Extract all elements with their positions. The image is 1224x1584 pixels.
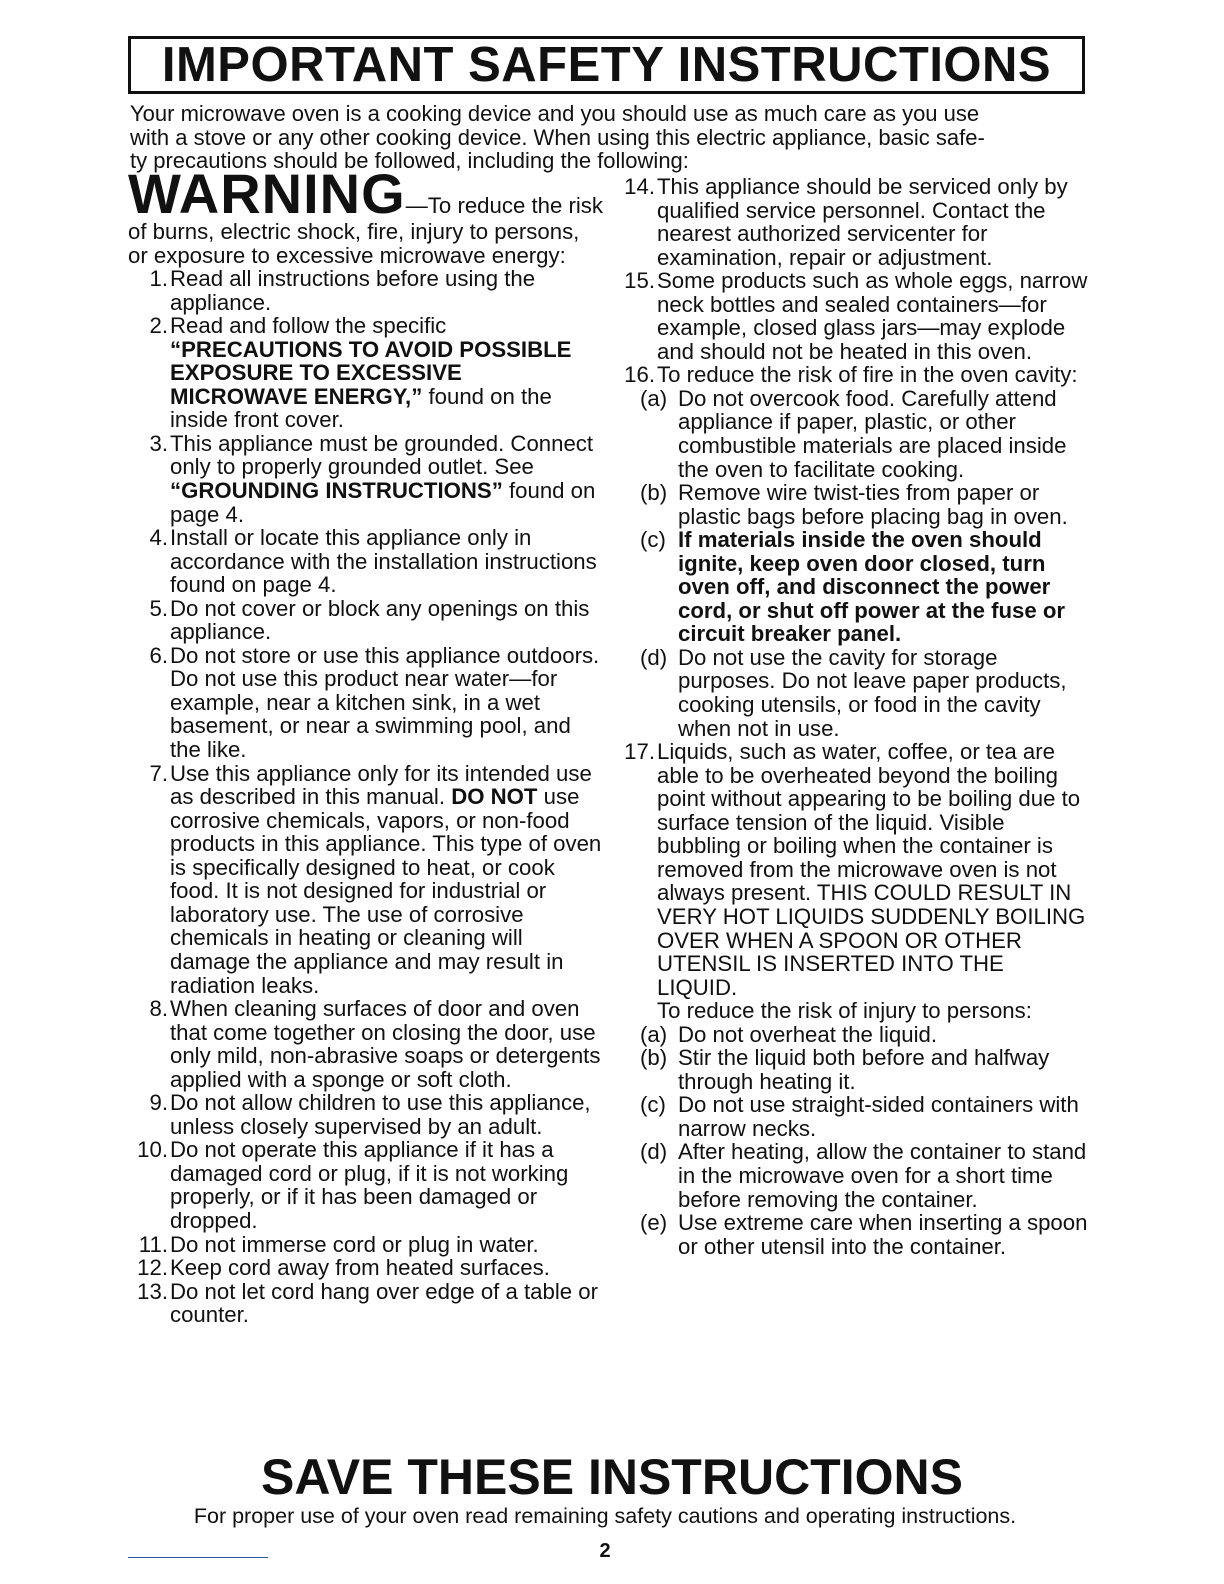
item-number: 8.	[149, 996, 168, 1022]
item-text: Do not let cord hang over edge of a table or counter.	[170, 1278, 599, 1328]
instruction-item-5	[128, 597, 603, 644]
item-text-part: This appliance must be grounded. Connect only to properly grounded outlet. See	[170, 430, 594, 480]
instruction-item-2	[128, 314, 603, 432]
item-text-part: Read and follow the specific	[170, 313, 447, 339]
sub-item-17a	[610, 1023, 1090, 1047]
sub-item-16a	[610, 387, 1090, 481]
intro-line: with a stove or any other cooking device. When using this electric appliance, basic safe-	[130, 124, 985, 150]
sub-item-label: (b)	[640, 1045, 668, 1071]
item-number: 12.	[137, 1255, 168, 1281]
instruction-item-12	[128, 1256, 603, 1280]
instruction-item-4	[128, 526, 603, 597]
sub-item-text: If materials inside the oven should ignite, keep oven door closed, turn oven off, and disconnect the power cord, or shut off power at the fuse or circuit breaker panel.	[678, 527, 1066, 647]
sub-item-text: Do not overheat the liquid.	[678, 1021, 938, 1047]
item-text-part: Liquids, such as water, coffee, or tea are able to be overheated beyond the boiling point without appearing to be boiling due to surface tension of the liquid. Visible bubbling or boiling when the container is removed from the microwave oven is not always present.	[657, 739, 1081, 906]
sub-item-label: (c)	[640, 527, 666, 553]
item-number: 4.	[149, 525, 168, 551]
right-column	[610, 175, 1090, 1258]
item-text	[170, 644, 603, 762]
item-text-part: To reduce the risk of injury to persons:	[657, 998, 1032, 1024]
item-text: Do not operate this appliance if it has a damaged cord or plug, if it is not working properly, or if it has been damaged or dropped.	[170, 1137, 569, 1233]
sub-item-label: (c)	[640, 1092, 666, 1118]
page-number: 2	[599, 1540, 611, 1562]
sub-item-label: (a)	[640, 1021, 668, 1047]
footer-note: For proper use of your oven read remaining safety cautions and operating instructions.	[193, 1504, 1017, 1528]
sub-item-17b	[610, 1046, 1090, 1093]
item-number: 6.	[149, 642, 168, 668]
save-instructions-heading: SAVE THESE INSTRUCTIONS	[261, 1449, 963, 1505]
instruction-item-3	[128, 432, 603, 526]
item-text: This appliance should be serviced only by qualified service personnel. Contact the nearest authorized servicenter for examination, repair or adjustment.	[657, 174, 1068, 270]
item-text	[170, 314, 603, 432]
item-number: 2.	[149, 313, 168, 339]
instruction-item-10	[128, 1138, 603, 1232]
warning-heading	[128, 162, 603, 225]
warning-word: WARNING	[128, 162, 406, 225]
instruction-item-13	[128, 1280, 603, 1327]
sub-item-text: Use extreme care when inserting a spoon or other utensil into the container.	[678, 1210, 1088, 1259]
sub-item-17e	[610, 1211, 1090, 1258]
warning-text: of burns, electric shock, fire, injury to persons, or exposure to excessive microwave energy:	[128, 219, 580, 268]
item-text-part: Do not store or use this appliance outdoors.	[170, 642, 600, 668]
sub-item-label: (d)	[640, 644, 668, 670]
instruction-item-11	[128, 1233, 603, 1257]
instruction-item-1	[128, 267, 603, 314]
item-text-bold: “GROUNDING INSTRUCTIONS”	[170, 478, 503, 504]
item-text-part: found on the inside front cover.	[170, 383, 552, 433]
sub-item-text: After heating, allow the container to stand in the microwave oven for a short time before removing the container.	[678, 1139, 1087, 1212]
item-number: 9.	[149, 1090, 168, 1116]
item-text: Keep cord away from heated surfaces.	[170, 1255, 550, 1281]
sub-item-text: Do not use straight-sided containers with narrow necks.	[678, 1092, 1079, 1141]
sub-item-label: (d)	[640, 1139, 668, 1165]
item-text: To reduce the risk of fire in the oven cavity:	[657, 362, 1078, 388]
item-number: 17.	[624, 739, 655, 765]
sub-item-label: (a)	[640, 385, 668, 411]
item-text-bold: “PRECAUTIONS TO AVOID POSSIBLE EXPOSURE TO EXCESSIVE MICROWAVE ENERGY,”	[170, 336, 572, 409]
page-title: IMPORTANT SAFETY INSTRUCTIONS	[161, 37, 1052, 92]
item-text	[657, 740, 1090, 1023]
sub-item-text: Remove wire twist-ties from paper or plastic bags before placing bag in oven.	[678, 480, 1068, 529]
title-box	[128, 36, 1085, 94]
warning-lead: —To reduce the risk	[405, 193, 603, 218]
instruction-item-8	[128, 997, 603, 1091]
sub-item-16d	[610, 646, 1090, 740]
intro-line: Your microwave oven is a cooking device and you should use as much care as you use	[130, 101, 980, 126]
sub-item-text: Stir the liquid both before and halfway through heating it.	[678, 1045, 1050, 1094]
item-text: Install or locate this appliance only in accordance with the installation instructions found on page 4.	[170, 525, 597, 598]
item-text: Do not immerse cord or plug in water.	[170, 1231, 539, 1257]
intro-line: ty precautions should be followed, including the following:	[130, 148, 689, 174]
instruction-item-15	[610, 269, 1090, 363]
instruction-item-17	[610, 740, 1090, 1023]
item-number: 16.	[624, 362, 655, 388]
sub-item-label: (b)	[640, 480, 668, 506]
item-number: 5.	[149, 595, 168, 621]
item-number: 13.	[137, 1278, 168, 1304]
item-text: Do not cover or block any openings on this appliance.	[170, 595, 590, 645]
left-column	[128, 162, 603, 1328]
instruction-item-14	[610, 175, 1090, 269]
instruction-item-16	[610, 363, 1090, 387]
sub-item-label: (e)	[640, 1210, 668, 1236]
sub-item-text: Do not overcook food. Carefully attend appliance if paper, plastic, or other combustible materials are placed inside the oven to facilitate cooking.	[678, 385, 1067, 482]
item-text: Read all instructions before using the appliance.	[170, 266, 536, 315]
sub-item-17d	[610, 1140, 1090, 1211]
instruction-item-6	[128, 644, 603, 762]
instruction-item-9	[128, 1091, 603, 1138]
item-number: 11.	[138, 1231, 168, 1257]
sub-item-17c	[610, 1093, 1090, 1140]
item-number: 15.	[624, 268, 655, 294]
item-text: When cleaning surfaces of door and oven that come together on closing the door, use only mild, non-abrasive soaps or detergents applied with a sponge or soft cloth.	[170, 996, 601, 1092]
item-text	[170, 432, 603, 526]
item-number: 3.	[149, 430, 168, 456]
footer-rule	[128, 1557, 268, 1558]
item-text-part: found on page 4.	[170, 478, 596, 527]
sub-item-16b	[610, 481, 1090, 528]
item-text-caps: THIS COULD RESULT IN VERY HOT LIQUIDS SUDDENLY BOILING OVER WHEN A SPOON OR OTHER UTENSIL IS INSERTED INTO THE LIQUID.	[657, 880, 1086, 1000]
item-text-part: use corrosive chemicals, vapors, or non-food products in this appliance. This type of oven is specifically designed to heat, or cook food. It is not designed for industrial or laboratory use. The use of corrosive chemicals in heating or cleaning will damage the appliance and may result in radiation leaks.	[170, 784, 602, 998]
instruction-item-7	[128, 762, 603, 997]
item-text-bold: DO NOT	[451, 784, 538, 810]
item-text-part: Use this appliance only for its intended use as described in this manual.	[170, 760, 592, 810]
item-text-part: Do not use this product near water—for example, near a kitchen sink, in a wet basement, or near a swimming pool, and the like.	[170, 666, 571, 763]
item-text: Some products such as whole eggs, narrow neck bottles and sealed containers—for example, closed glass jars—may explode and should not be heated in this oven.	[657, 268, 1088, 364]
item-number: 14.	[624, 174, 655, 199]
item-number: 10.	[137, 1137, 168, 1163]
item-text: Do not allow children to use this appliance, unless closely supervised by an adult.	[170, 1090, 591, 1139]
item-number: 1.	[149, 266, 168, 292]
item-text	[170, 762, 603, 997]
sub-item-text: Do not use the cavity for storage purposes. Do not leave paper products, cooking utensils, or food in the cavity when not in use.	[678, 644, 1067, 741]
item-number: 7.	[149, 760, 168, 786]
sub-item-16c	[610, 528, 1090, 646]
